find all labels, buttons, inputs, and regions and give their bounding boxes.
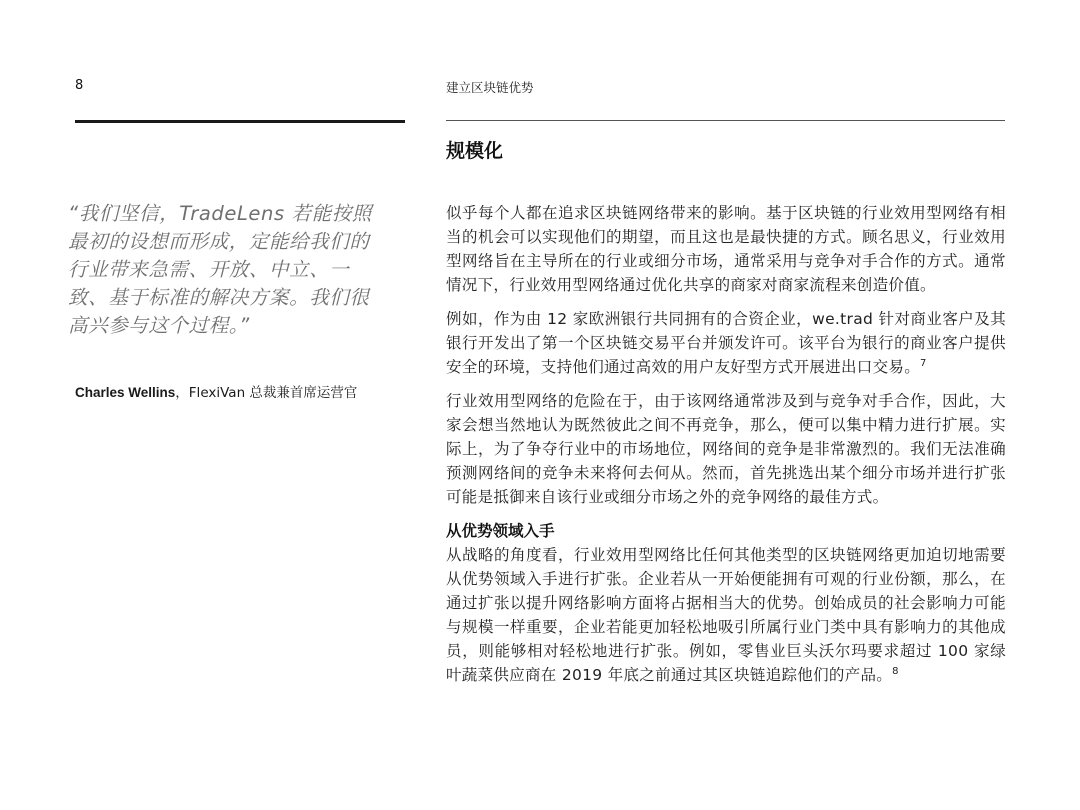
quote-author: Charles Wellins [75,385,176,400]
paragraph-2-text: 例如，作为由 12 家欧洲银行共同拥有的合资企业，we.trad 针对商业客户及其银行开发出了第一个区块链交易平台并颁发许可。该平台为银行的商业客户提供安全的环境，支持他们通过高效的用户友好型方式开展进出口交易。 [446,310,1006,376]
right-divider [446,120,1005,121]
quote-author-role: ，FlexiVan 总裁兼首席运营官 [175,385,358,401]
footnote-ref-7[interactable]: 7 [920,357,927,369]
paragraph-2 [446,307,1006,379]
running-header: 建立区块链优势 [446,80,534,95]
page-number: 8 [75,78,84,93]
pull-quote: “我们坚信，TradeLens 若能按照最初的设想而形成，定能给我们的行业带来急需、开放、中立、一致、基于标准的解决方案。我们很高兴参与这个过程。” [68,202,372,337]
subheading: 从优势领域入手 [446,522,555,540]
quote-attribution [75,381,357,401]
footnote-ref-8[interactable]: 8 [892,665,899,677]
paragraph-3: 行业效用型网络的危险在于，由于该网络通常涉及到与竞争对手合作，因此，大家会想当然地认为既然彼此之间不再竞争，那么，便可以集中精力进行扩展。实际上，为了争夺行业中的市场地位，网络间的竞争是非常激烈的。我们无法准确预测网络间的竞争未来将何去何从。然而，首先挑选出某个细分市场并进行扩张可能是抵御来自该行业或细分市场之外的竞争网络的最佳方式。 [446,392,1006,506]
section-title: 规模化 [446,140,504,162]
paragraph-4 [446,543,1006,687]
paragraph-1: 似乎每个人都在追求区块链网络带来的影响。基于区块链的行业效用型网络有相当的机会可以实现他们的期望，而且这也是最快捷的方式。顾名思义，行业效用型网络旨在主导所在的行业或细分市场，通常采用与竞争对手合作的方式。通常情况下，行业效用型网络通过优化共享的商家对商家流程来创造价值。 [446,204,1006,294]
paragraph-4-text: 从战略的角度看，行业效用型网络比任何其他类型的区块链网络更加迫切地需要从优势领域入手进行扩张。企业若从一开始便能拥有可观的行业份额，那么，在通过扩张以提升网络影响方面将占据相当大的优势。创始成员的社会影响力可能与规模一样重要，企业若能更加轻松地吸引所属行业门类中具有影响力的其他成员，则能够相对轻松地进行扩张。例如，零售业巨头沃尔玛要求超过 100 家绿叶蔬菜供应商在 2019 年底之前通过其区块链追踪他们的产品。 [446,546,1006,684]
left-divider [75,120,405,123]
body-text-column [446,201,1006,697]
